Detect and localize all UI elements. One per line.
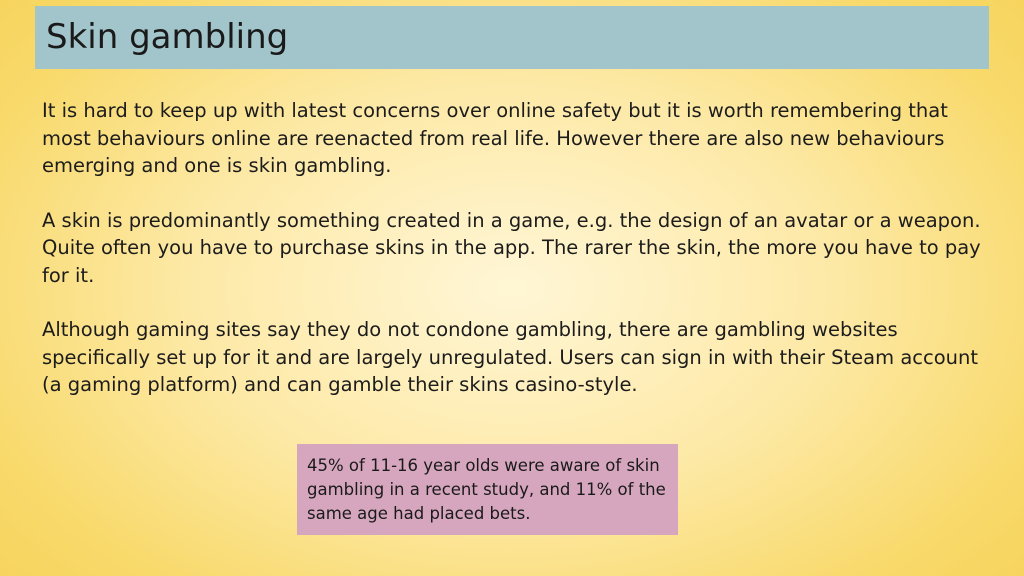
statistic-callout-box <box>297 444 678 535</box>
title-bar <box>35 6 989 69</box>
paragraph-intro: It is hard to keep up with latest concerns over online safety but it is worth remembering that most behaviours online are reenacted from real life. However there are also new behaviours emerging and one is skin gambling. <box>42 99 948 177</box>
paragraph-gambling-sites: Although gaming sites say they do not condone gambling, there are gambling websites specifically set up for it and are largely unregulated. Users can sign in with their Steam account (a gaming platform) and can gamble their skins casino-style. <box>42 318 978 396</box>
paragraph-skin-definition: A skin is predominantly something created in a game, e.g. the design of an avatar or a weapon. Quite often you have to purchase skins in the app. The rarer the skin, the more you have to pay for it. <box>42 208 981 287</box>
statistic-text: 45% of 11-16 year olds were aware of skin gambling in a recent study, and 11% of the same age had placed bets. <box>307 456 666 523</box>
slide-title: Skin gambling <box>46 17 289 57</box>
slide-body <box>42 97 992 426</box>
